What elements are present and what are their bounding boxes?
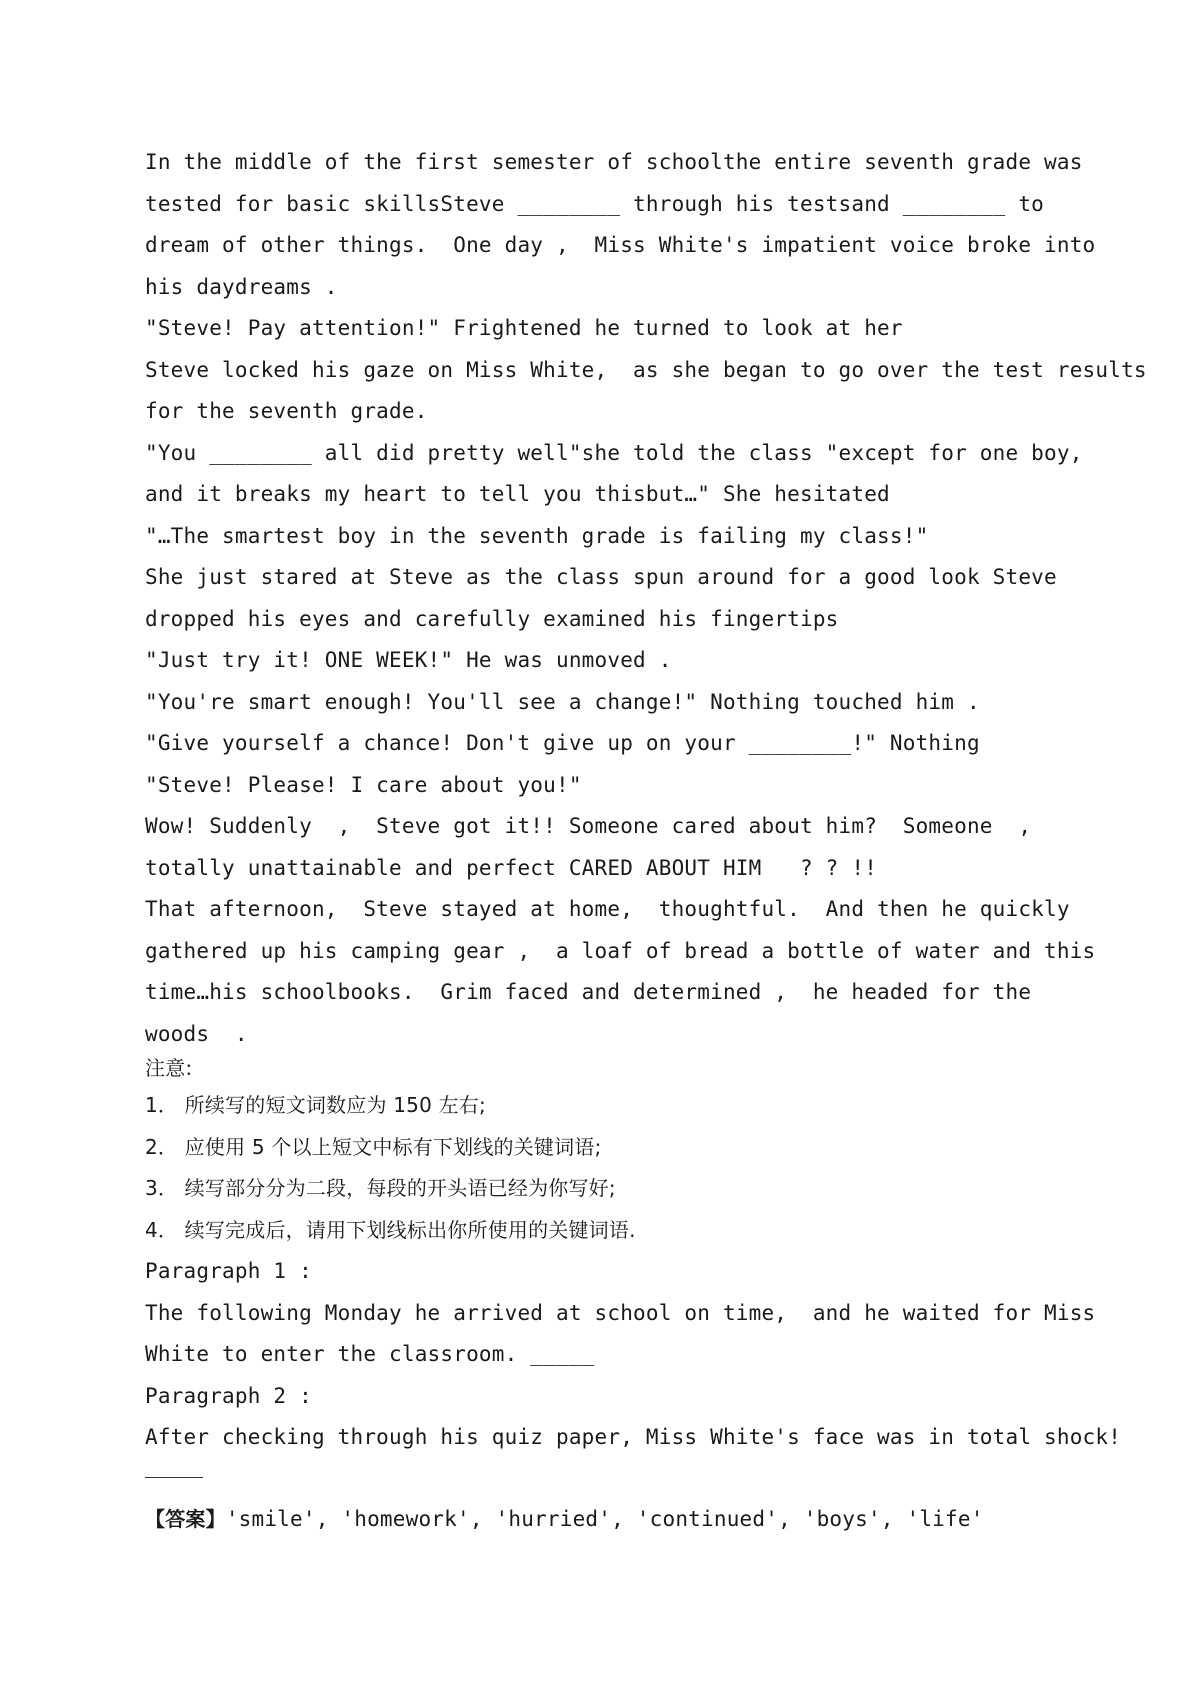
document-body [145,142,1147,1545]
paragraph-1-label: Paragraph 1 : [145,1259,312,1283]
passage-line: She just stared at Steve as the class spun around for a good look Steve [145,565,1057,589]
answer-blank-line [145,1459,1105,1493]
passage-line: "Give yourself a chance! Don't give up on your ________!" Nothing [145,731,980,755]
passage-line: time…his schoolbooks. Grim faced and determined , he headed for the [145,980,1032,1004]
answer-label: 【答案】 [145,1506,226,1531]
passage-line: tested for basic skillsSteve ________ through his testsand ________ to [145,191,1045,216]
passage-line: and it breaks my heart to tell you thisbut…" She hesitated [145,482,890,506]
passage-line: Wow! Suddenly , Steve got it!! Someone cared about him? Someone , [145,814,1032,838]
passage-line: That afternoon, Steve stayed at home, thoughtful. And then he quickly [145,897,1070,921]
passage-line: "You're smart enough! You'll see a change!" Nothing touched him . [145,689,980,714]
passage-line: woods . [145,1021,248,1046]
note-item: 4． 续写完成后，请用下划线标出你所使用的关键词语. [145,1217,636,1242]
passage-line: gathered up his camping gear , a loaf of bread a bottle of water and this [145,938,1096,963]
passage-line: for the seventh grade. [145,399,428,423]
passage-line: "Just try it! ONE WEEK!" He was unmoved . [145,648,672,672]
blank-underline [145,1477,203,1478]
passage-line: dropped his eyes and carefully examined his fingertips [145,606,839,631]
passage-line: "You ________ all did pretty well"she told the class "except for one boy, [145,440,1083,465]
passage-line: "Steve! Pay attention!" Frightened he turned to look at her [145,316,903,340]
passage-line: "Steve! Please! I care about you!" [145,772,582,797]
passage-line: totally unattainable and perfect CARED ABOUT HIM ? ? !! [145,855,878,880]
passage-line: In the middle of the first semester of schoolthe entire seventh grade was [145,150,1083,174]
passage-line: dream of other things. One day , Miss White's impatient voice broke into [145,233,1096,257]
paragraph-1-opening: White to enter the classroom. _____ [145,1342,595,1366]
notes-heading: 注意: [145,1056,193,1080]
passage-line: "…The smartest boy in the seventh grade is failing my class!" [145,523,929,548]
passage-line: his daydreams . [145,274,338,299]
paragraph-1-opening: The following Monday he arrived at school on time, and he waited for Miss [145,1300,1096,1325]
paragraph-2-opening: After checking through his quiz paper, Miss White's face was in total shock! [145,1425,1122,1449]
note-item: 3． 续写部分分为二段，每段的开头语已经为你写好; [145,1176,616,1200]
answer-value: 'smile', 'homework', 'hurried', 'continued', 'boys', 'life' [225,1506,984,1531]
paragraph-2-label: Paragraph 2 : [145,1383,312,1408]
answer-row [145,1493,1105,1545]
note-item: 2． 应使用 5 个以上短文中标有下划线的关键词语; [145,1134,602,1159]
passage-line: Steve locked his gaze on Miss White, as she began to go over the test results [145,357,1147,382]
note-item: 1． 所续写的短文词数应为 150 左右; [145,1093,486,1117]
